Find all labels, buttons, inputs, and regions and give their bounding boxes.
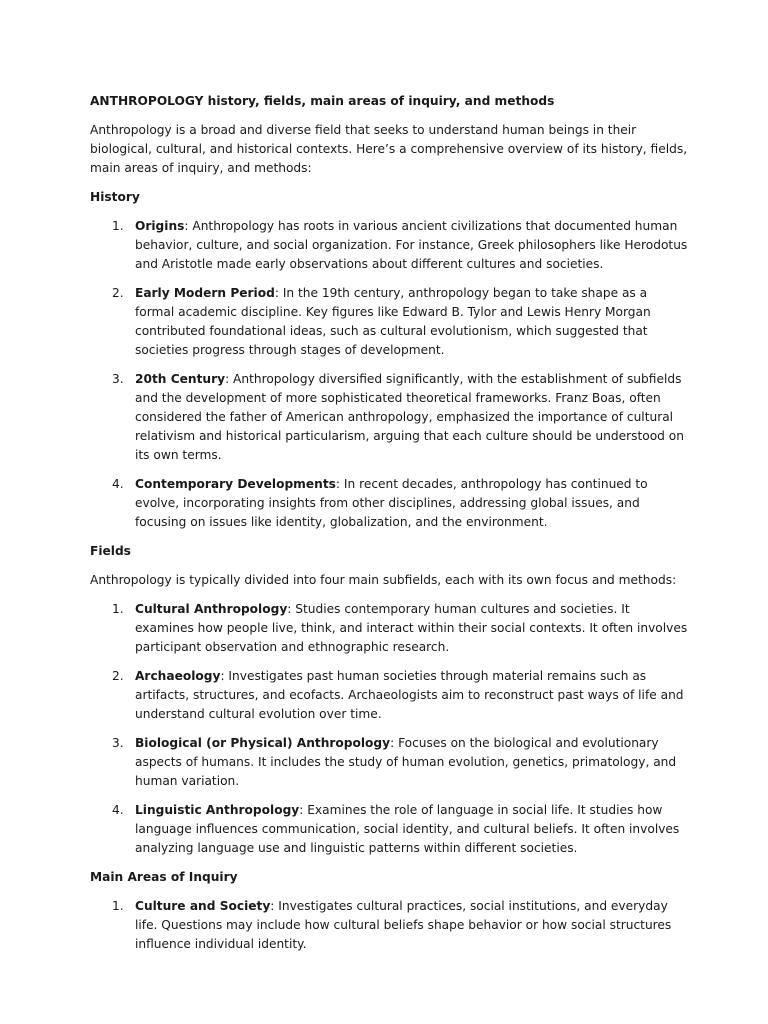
document-page — [90, 92, 690, 964]
item-text: : Anthropology diversified significantly, with the establishment of subfields and the development of more sophisticated theoretical frameworks. Franz Boas, often considered the father of American anthropology, emphasized the importance of cultural relativism and historical particularism, arguing that each culture should be understood on its own terms. — [135, 372, 684, 462]
item-text: : In the 19th century, anthropology began to take shape as a formal academic discipline. Key figures like Edward B. Tylor and Lewis Henry Morgan contributed foundational ideas, such as cultural evolutionism, which suggested that societies progress through stages of development. — [135, 286, 651, 357]
item-term: 20th Century — [135, 372, 226, 386]
history-list — [90, 217, 690, 532]
list-number: 2. — [112, 286, 124, 300]
item-term: Early Modern Period — [135, 286, 275, 300]
list-item — [90, 897, 690, 954]
history-heading: History — [90, 190, 140, 204]
fields-heading: Fields — [90, 544, 131, 558]
list-item — [90, 801, 690, 858]
list-number: 4. — [112, 477, 124, 491]
item-text: : Examines the role of language in social life. It studies how language influences communication, social identity, and cultural beliefs. It often involves analyzing language use and linguistic patterns within different societies. — [135, 803, 680, 855]
item-text: : Investigates past human societies through material remains such as artifacts, structures, and ecofacts. Archaeologists aim to reconstruct past ways of life and understand cultural evolution over time. — [135, 669, 684, 721]
fields-list — [90, 600, 690, 858]
intro-paragraph: Anthropology is a broad and diverse field that seeks to understand human beings in their biological, cultural, and historical contexts. Here’s a comprehensive overview of its history, fields, main areas of inquiry, and methods: — [90, 123, 688, 175]
item-term: Archaeology — [135, 669, 221, 683]
item-term: Culture and Society — [135, 899, 271, 913]
list-number: 3. — [112, 372, 124, 386]
document-title: ANTHROPOLOGY history, fields, main areas of inquiry, and methods — [90, 94, 555, 108]
list-item — [90, 370, 690, 465]
fields-intro-paragraph: Anthropology is typically divided into four main subfields, each with its own focus and methods: — [90, 573, 677, 587]
list-item — [90, 284, 690, 360]
item-term: Biological (or Physical) Anthropology — [135, 736, 391, 750]
item-term: Cultural Anthropology — [135, 602, 288, 616]
list-number: 1. — [112, 219, 124, 233]
item-text: : Investigates cultural practices, social institutions, and everyday life. Questions may include how cultural beliefs shape behavior or how social structures influence individual identity. — [135, 899, 672, 951]
list-number: 3. — [112, 736, 124, 750]
inquiry-heading: Main Areas of Inquiry — [90, 870, 238, 884]
list-number: 1. — [112, 899, 124, 913]
list-item — [90, 667, 690, 724]
inquiry-list — [90, 897, 690, 954]
list-item — [90, 217, 690, 274]
item-term: Contemporary Developments — [135, 477, 336, 491]
list-item — [90, 475, 690, 532]
list-item — [90, 734, 690, 791]
item-text: : Studies contemporary human cultures and societies. It examines how people live, think, and interact within their social contexts. It often involves participant observation and ethnographic research. — [135, 602, 688, 654]
item-text: : Anthropology has roots in various ancient civilizations that documented human behavior, culture, and social organization. For instance, Greek philosophers like Herodotus and Aristotle made early observations about different cultures and societies. — [135, 219, 688, 271]
item-text: : Focuses on the biological and evolutionary aspects of humans. It includes the study of human evolution, genetics, primatology, and human variation. — [135, 736, 677, 788]
list-number: 1. — [112, 602, 124, 616]
list-number: 2. — [112, 669, 124, 683]
list-number: 4. — [112, 803, 124, 817]
item-term: Linguistic Anthropology — [135, 803, 300, 817]
item-text: : In recent decades, anthropology has continued to evolve, incorporating insights from other disciplines, addressing global issues, and focusing on issues like identity, globalization, and the environment. — [135, 477, 648, 529]
item-term: Origins — [135, 219, 185, 233]
list-item — [90, 600, 690, 657]
